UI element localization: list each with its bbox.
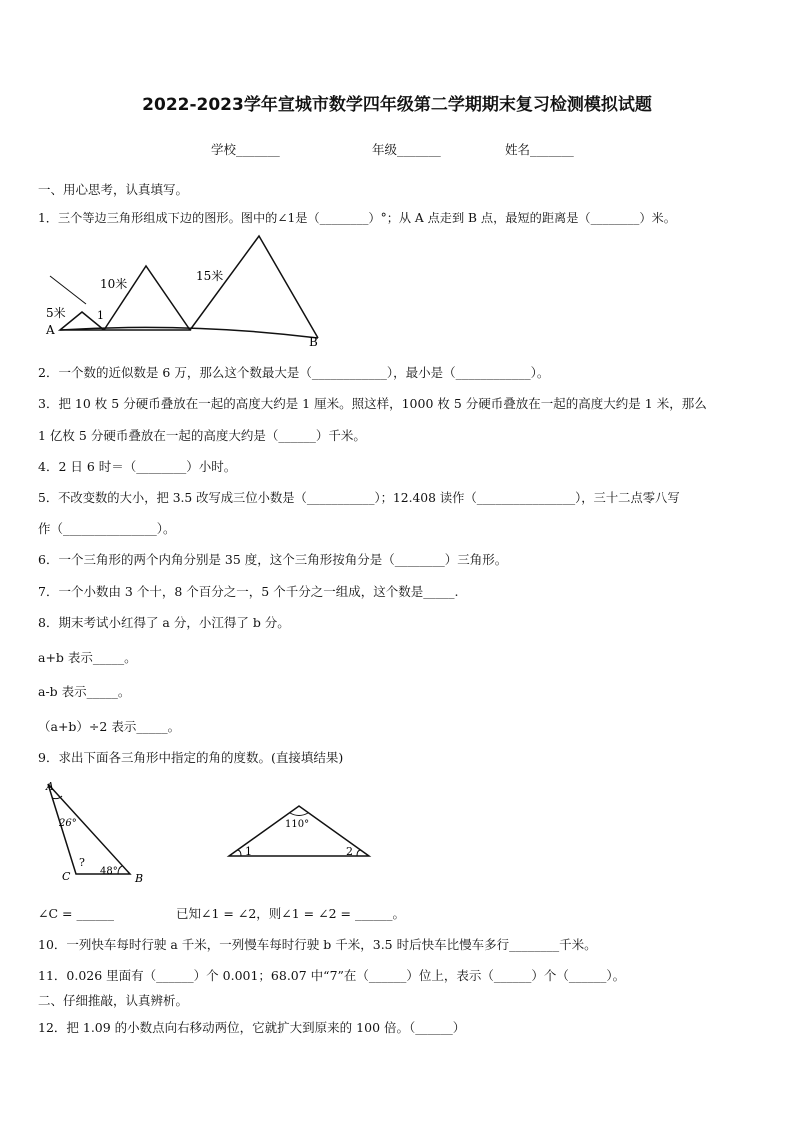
label-a: A (46, 780, 54, 793)
question-9: 9．求出下面各三角形中指定的角的度数。(直接填结果) (38, 750, 344, 765)
angle-b-value: 48° (100, 866, 118, 877)
ab-line (50, 276, 86, 304)
question-3-line-1: 3．把 10 枚 5 分硬币叠放在一起的高度大约是 1 厘米。照这样，1000 枚 5 分硬币叠放在一起的高度大约是 1 米，那么 (38, 396, 707, 411)
question-5-line-2: 作（_______________）。 (38, 521, 176, 536)
top-angle-arc (290, 813, 308, 816)
label-a: A (46, 323, 55, 337)
question-8a: a+b 表示_____。 (38, 650, 137, 665)
figure-isosceles-triangle (225, 800, 375, 862)
question-10: 10．一列快车每时行驶 a 千米，一列慢车每时行驶 b 千米，3.5 时后快车比慢车多行________千米。 (38, 937, 597, 952)
question-5-line-1: 5．不改变数的大小，把 3.5 改写成三位小数是（___________）；12.408 读作（________________），三十二点零八写 (38, 491, 680, 505)
figure-three-triangles (38, 230, 338, 350)
angle-1-label: 1 (245, 845, 252, 858)
angle-2-arc (357, 850, 361, 856)
question-7: 7．一个小数由 3 个十，8 个百分之一，5 个千分之一组成，这个数是_____. (38, 584, 459, 599)
angle-1-label: 1 (97, 309, 104, 322)
school-field[interactable]: 学校_______ (211, 142, 280, 157)
label-b: B (135, 872, 144, 885)
question-1: 1．三个等边三角形组成下边的图形。图中的∠1是（________）°；从 A 点走到 B 点，最短的距离是（________）米。 (38, 211, 676, 225)
question-8c: （a+b）÷2 表示_____。 (38, 719, 181, 734)
side-5m: 5米 (46, 306, 66, 320)
top-angle-value: 110° (285, 819, 310, 830)
grade-field[interactable]: 年级_______ (372, 142, 441, 157)
section-2-heading: 二、仔细推敲，认真辨析。 (38, 993, 189, 1008)
angle-1-arc (237, 850, 241, 856)
figure-triangle-abc (38, 776, 158, 888)
name-field[interactable]: 姓名_______ (505, 142, 574, 157)
question-3-line-2: 1 亿枚 5 分硬币叠放在一起的高度大约是（______）千米。 (38, 428, 366, 443)
side-15m: 15米 (196, 269, 224, 283)
question-9-answer-a: ∠C = ______ (38, 906, 114, 921)
question-6: 6．一个三角形的两个内角分别是 35 度，这个三角形按角分是（________）三角形。 (38, 552, 508, 567)
side-10m: 10米 (100, 277, 128, 291)
triangles-outline (60, 236, 318, 338)
question-2: 2．一个数的近似数是 6 万，那么这个数最大是（____________），最小是（____________）。 (38, 365, 550, 380)
question-11: 11．0.026 里面有（______）个 0.001；68.07 中“7”在（______）位上，表示（______）个（______）。 (38, 968, 626, 983)
unknown-angle: ? (79, 856, 85, 869)
question-12: 12．把 1.09 的小数点向右移动两位，它就扩大到原来的 100 倍。（______） (38, 1020, 466, 1035)
question-8: 8．期末考试小红得了 a 分，小江得了 b 分。 (38, 615, 290, 630)
question-4: 4．2 日 6 时＝（________）小时。 (38, 459, 237, 474)
label-c: C (62, 870, 71, 883)
angle-a-value: 26° (59, 818, 77, 829)
page-title: 2022-2023学年宣城市数学四年级第二学期期末复习检测模拟试题 (142, 95, 652, 115)
section-1-heading: 一、用心思考，认真填写。 (38, 182, 189, 197)
question-9-answer-b: 已知∠1 = ∠2，则∠1 = ∠2 = ______。 (176, 906, 405, 921)
question-8b: a-b 表示_____。 (38, 684, 131, 699)
angle-2-label: 2 (346, 845, 353, 858)
label-b: B (309, 335, 318, 349)
angle-b-arc (118, 866, 122, 874)
